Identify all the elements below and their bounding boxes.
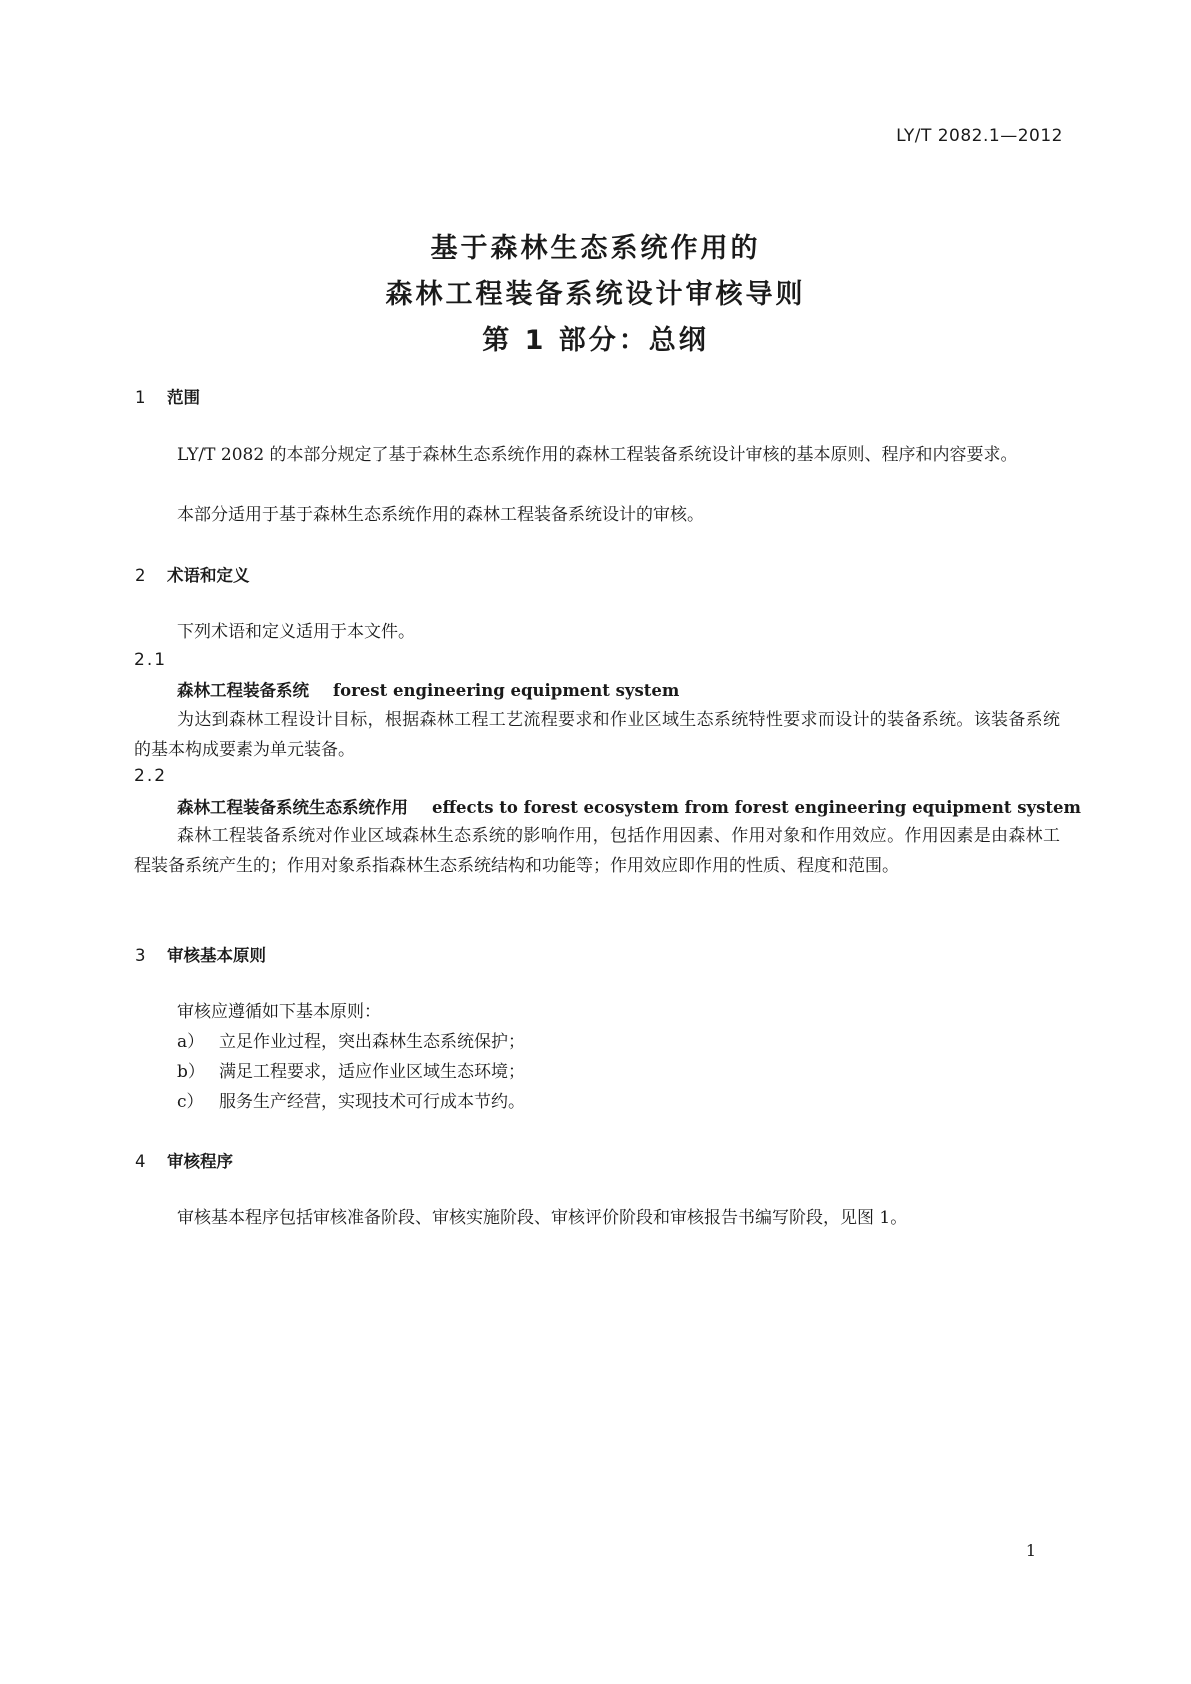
title-line-2: 森林工程装备系统设计审核导则 bbox=[385, 279, 806, 310]
clause-2-2-term bbox=[177, 794, 1081, 818]
clause-2-1-definition: 为达到森林工程设计目标，根据森林工程工艺流程要求和作业区域生态系统特性要求而设计的装备系统。该装备系统的基本构成要素为单元装备。 bbox=[134, 710, 1060, 760]
clause-2-2-number: 2.2 bbox=[134, 766, 168, 786]
clause-2-1-term-zh: 森林工程装备系统 bbox=[177, 681, 309, 700]
document-title bbox=[0, 226, 1191, 364]
section-2-title: 术语和定义 bbox=[167, 566, 250, 585]
list-item-text: 立足作业过程，突出森林生态系统保护； bbox=[219, 1032, 525, 1052]
title-line-3: 第 1 部分：总纲 bbox=[482, 325, 709, 356]
clause-2-1-term-en: forest engineering equipment system bbox=[333, 681, 680, 700]
section-4-heading bbox=[135, 1148, 233, 1172]
page-number: 1 bbox=[1025, 1541, 1036, 1560]
list-item-marker: b） bbox=[177, 1062, 205, 1082]
section-2-heading bbox=[135, 562, 250, 586]
clause-2-1-term bbox=[177, 677, 679, 701]
section-3-title: 审核基本原则 bbox=[167, 946, 266, 965]
section-1-title: 范围 bbox=[167, 388, 200, 407]
list-item-text: 服务生产经营，实现技术可行成本节约。 bbox=[219, 1092, 525, 1112]
list-item-marker: a） bbox=[177, 1032, 205, 1052]
title-line-1: 基于森林生态系统作用的 bbox=[430, 233, 761, 264]
list-item-text: 满足工程要求，适应作业区域生态环境； bbox=[219, 1062, 525, 1082]
section-4-title: 审核程序 bbox=[167, 1152, 233, 1171]
list-item bbox=[177, 1027, 525, 1052]
section-2-number: 2 bbox=[135, 566, 146, 585]
clause-2-2-term-en: effects to forest ecosystem from forest engineering equipment system bbox=[432, 798, 1081, 817]
section-1-paragraph-1: LY/T 2082 的本部分规定了基于森林生态系统作用的森林工程装备系统设计审核的基本原则、程序和内容要求。 bbox=[177, 445, 1018, 465]
clause-2-2-definition: 森林工程装备系统对作业区域森林生态系统的影响作用，包括作用因素、作用对象和作用效应。作用因素是由森林工程装备系统产生的；作用对象系指森林生态系统结构和功能等；作用效应即作用的性质、程度和范围。 bbox=[134, 826, 1060, 876]
section-3-intro: 审核应遵循如下基本原则： bbox=[177, 1002, 381, 1022]
clause-2-1-number: 2.1 bbox=[134, 650, 168, 670]
section-4-number: 4 bbox=[135, 1152, 146, 1171]
section-2-intro: 下列术语和定义适用于本文件。 bbox=[177, 622, 415, 642]
clause-2-2-term-zh: 森林工程装备系统生态系统作用 bbox=[177, 798, 408, 817]
standard-code: LY/T 2082.1—2012 bbox=[896, 126, 1063, 146]
section-4-paragraph-1: 审核基本程序包括审核准备阶段、审核实施阶段、审核评价阶段和审核报告书编写阶段，见图 1。 bbox=[177, 1208, 908, 1228]
section-3-heading bbox=[135, 942, 266, 966]
list-item-marker: c） bbox=[177, 1092, 204, 1112]
list-item bbox=[177, 1057, 525, 1082]
section-3-number: 3 bbox=[135, 946, 146, 965]
section-1-heading bbox=[135, 384, 200, 408]
list-item bbox=[177, 1087, 525, 1112]
section-1-paragraph-2: 本部分适用于基于森林生态系统作用的森林工程装备系统设计的审核。 bbox=[177, 505, 704, 525]
section-1-number: 1 bbox=[135, 388, 146, 407]
